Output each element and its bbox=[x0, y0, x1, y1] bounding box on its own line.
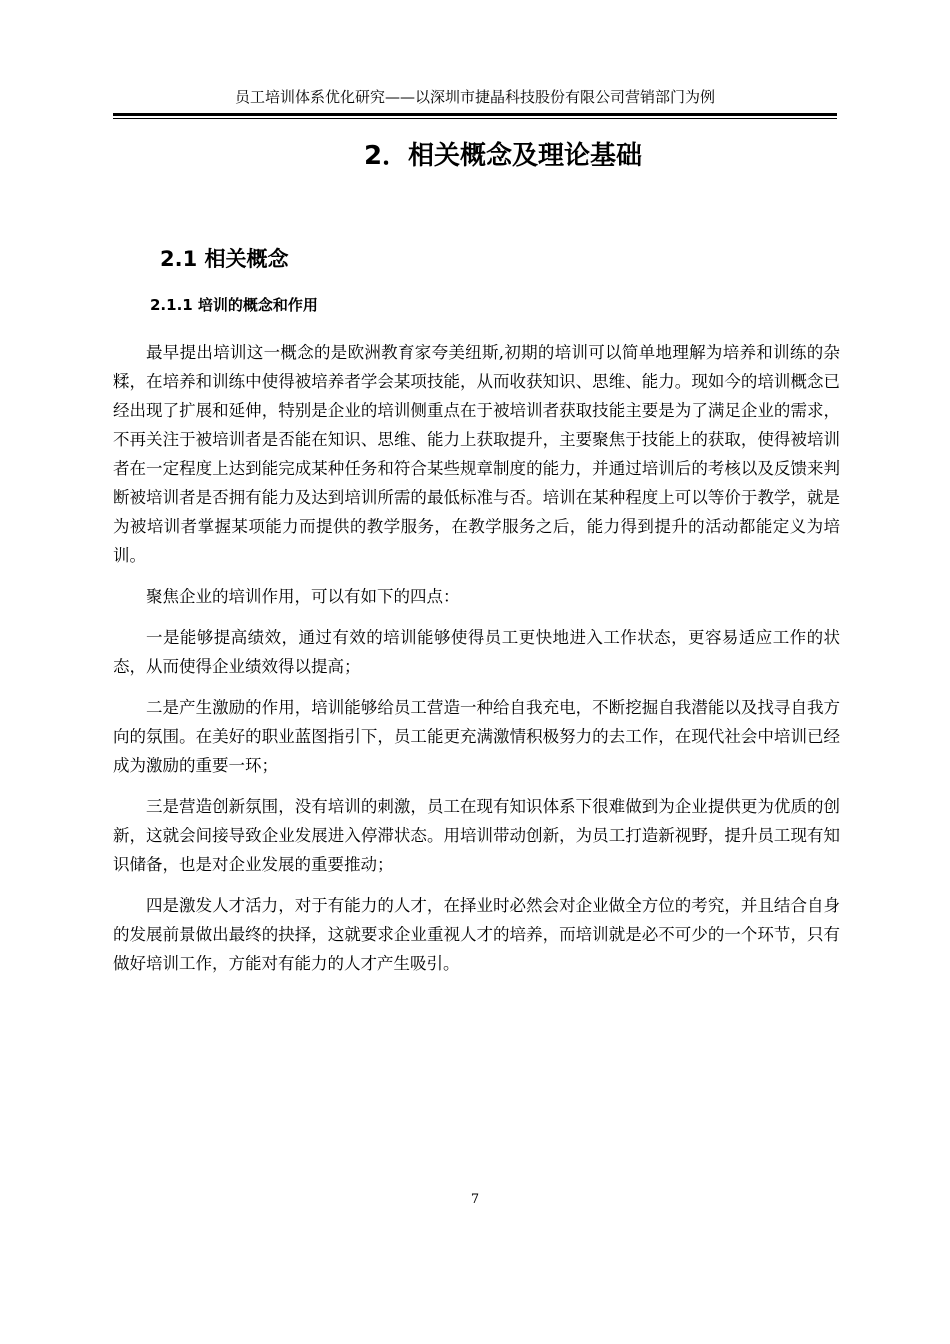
paragraph-role-performance: 一是能够提高绩效，通过有效的培训能够使得员工更快地进入工作状态，更容易适应工作的状态，从而使得企业绩效得以提高； bbox=[113, 628, 840, 676]
subsection-title: 2.1.1 培训的概念和作用 bbox=[150, 296, 318, 314]
page-number: 7 bbox=[470, 1192, 480, 1207]
chapter-title: 2．相关概念及理论基础 bbox=[363, 141, 643, 171]
paragraph-roles-intro: 聚焦企业的培训作用，可以有如下的四点： bbox=[146, 587, 460, 606]
paragraph-role-motivation: 二是产生激励的作用，培训能够给员工营造一种给自我充电，不断挖掘自我潜能以及找寻自我方向的氛围。在美好的职业蓝图指引下，员工能更充满激情积极努力的去工作，在现代社会中培训已经成为激励的重要一环； bbox=[113, 698, 840, 775]
paragraph-role-talent: 四是激发人才活力，对于有能力的人才，在择业时必然会对企业做全方位的考究，并且结合自身的发展前景做出最终的抉择，这就要求企业重视人才的培养，而培训就是必不可少的一个环节，只有做好培训工作，方能对有能力的人才产生吸引。 bbox=[113, 896, 840, 973]
running-header: 员工培训体系优化研究——以深圳市捷晶科技股份有限公司营销部门为例 bbox=[234, 88, 715, 106]
paragraph-role-innovation: 三是营造创新氛围，没有培训的刺激，员工在现有知识体系下很难做到为企业提供更为优质的创新，这就会间接导致企业发展进入停滞状态。用培训带动创新，为员工打造新视野，提升员工现有知识储备，也是对企业发展的重要推动； bbox=[113, 797, 840, 874]
header-rule-thin bbox=[113, 118, 837, 119]
section-title: 2.1 相关概念 bbox=[160, 247, 289, 271]
paragraph-training-concept: 最早提出培训这一概念的是欧洲教育家夸美纽斯,初期的培训可以简单地理解为培养和训练的杂糅，在培养和训练中使得被培养者学会某项技能，从而收获知识、思维、能力。现如今的培训概念已经出现了扩展和延伸，特别是企业的培训侧重点在于被培训者获取技能主要是为了满足企业的需求，不再关注于被培训者是否能在知识、思维、能力上获取提升，主要聚焦于技能上的获取，使得被培训者在一定程度上达到能完成某种任务和符合某些规章制度的能力，并通过培训后的考核以及反馈来判断被培训者是否拥有能力及达到培训所需的最低标准与否。培训在某种程度上可以等价于教学，就是为被培训者掌握某项能力而提供的教学服务，在教学服务之后，能力得到提升的活动都能定义为培训。 bbox=[113, 343, 840, 565]
body-text bbox=[113, 338, 840, 990]
header-rule-thick bbox=[113, 113, 837, 116]
